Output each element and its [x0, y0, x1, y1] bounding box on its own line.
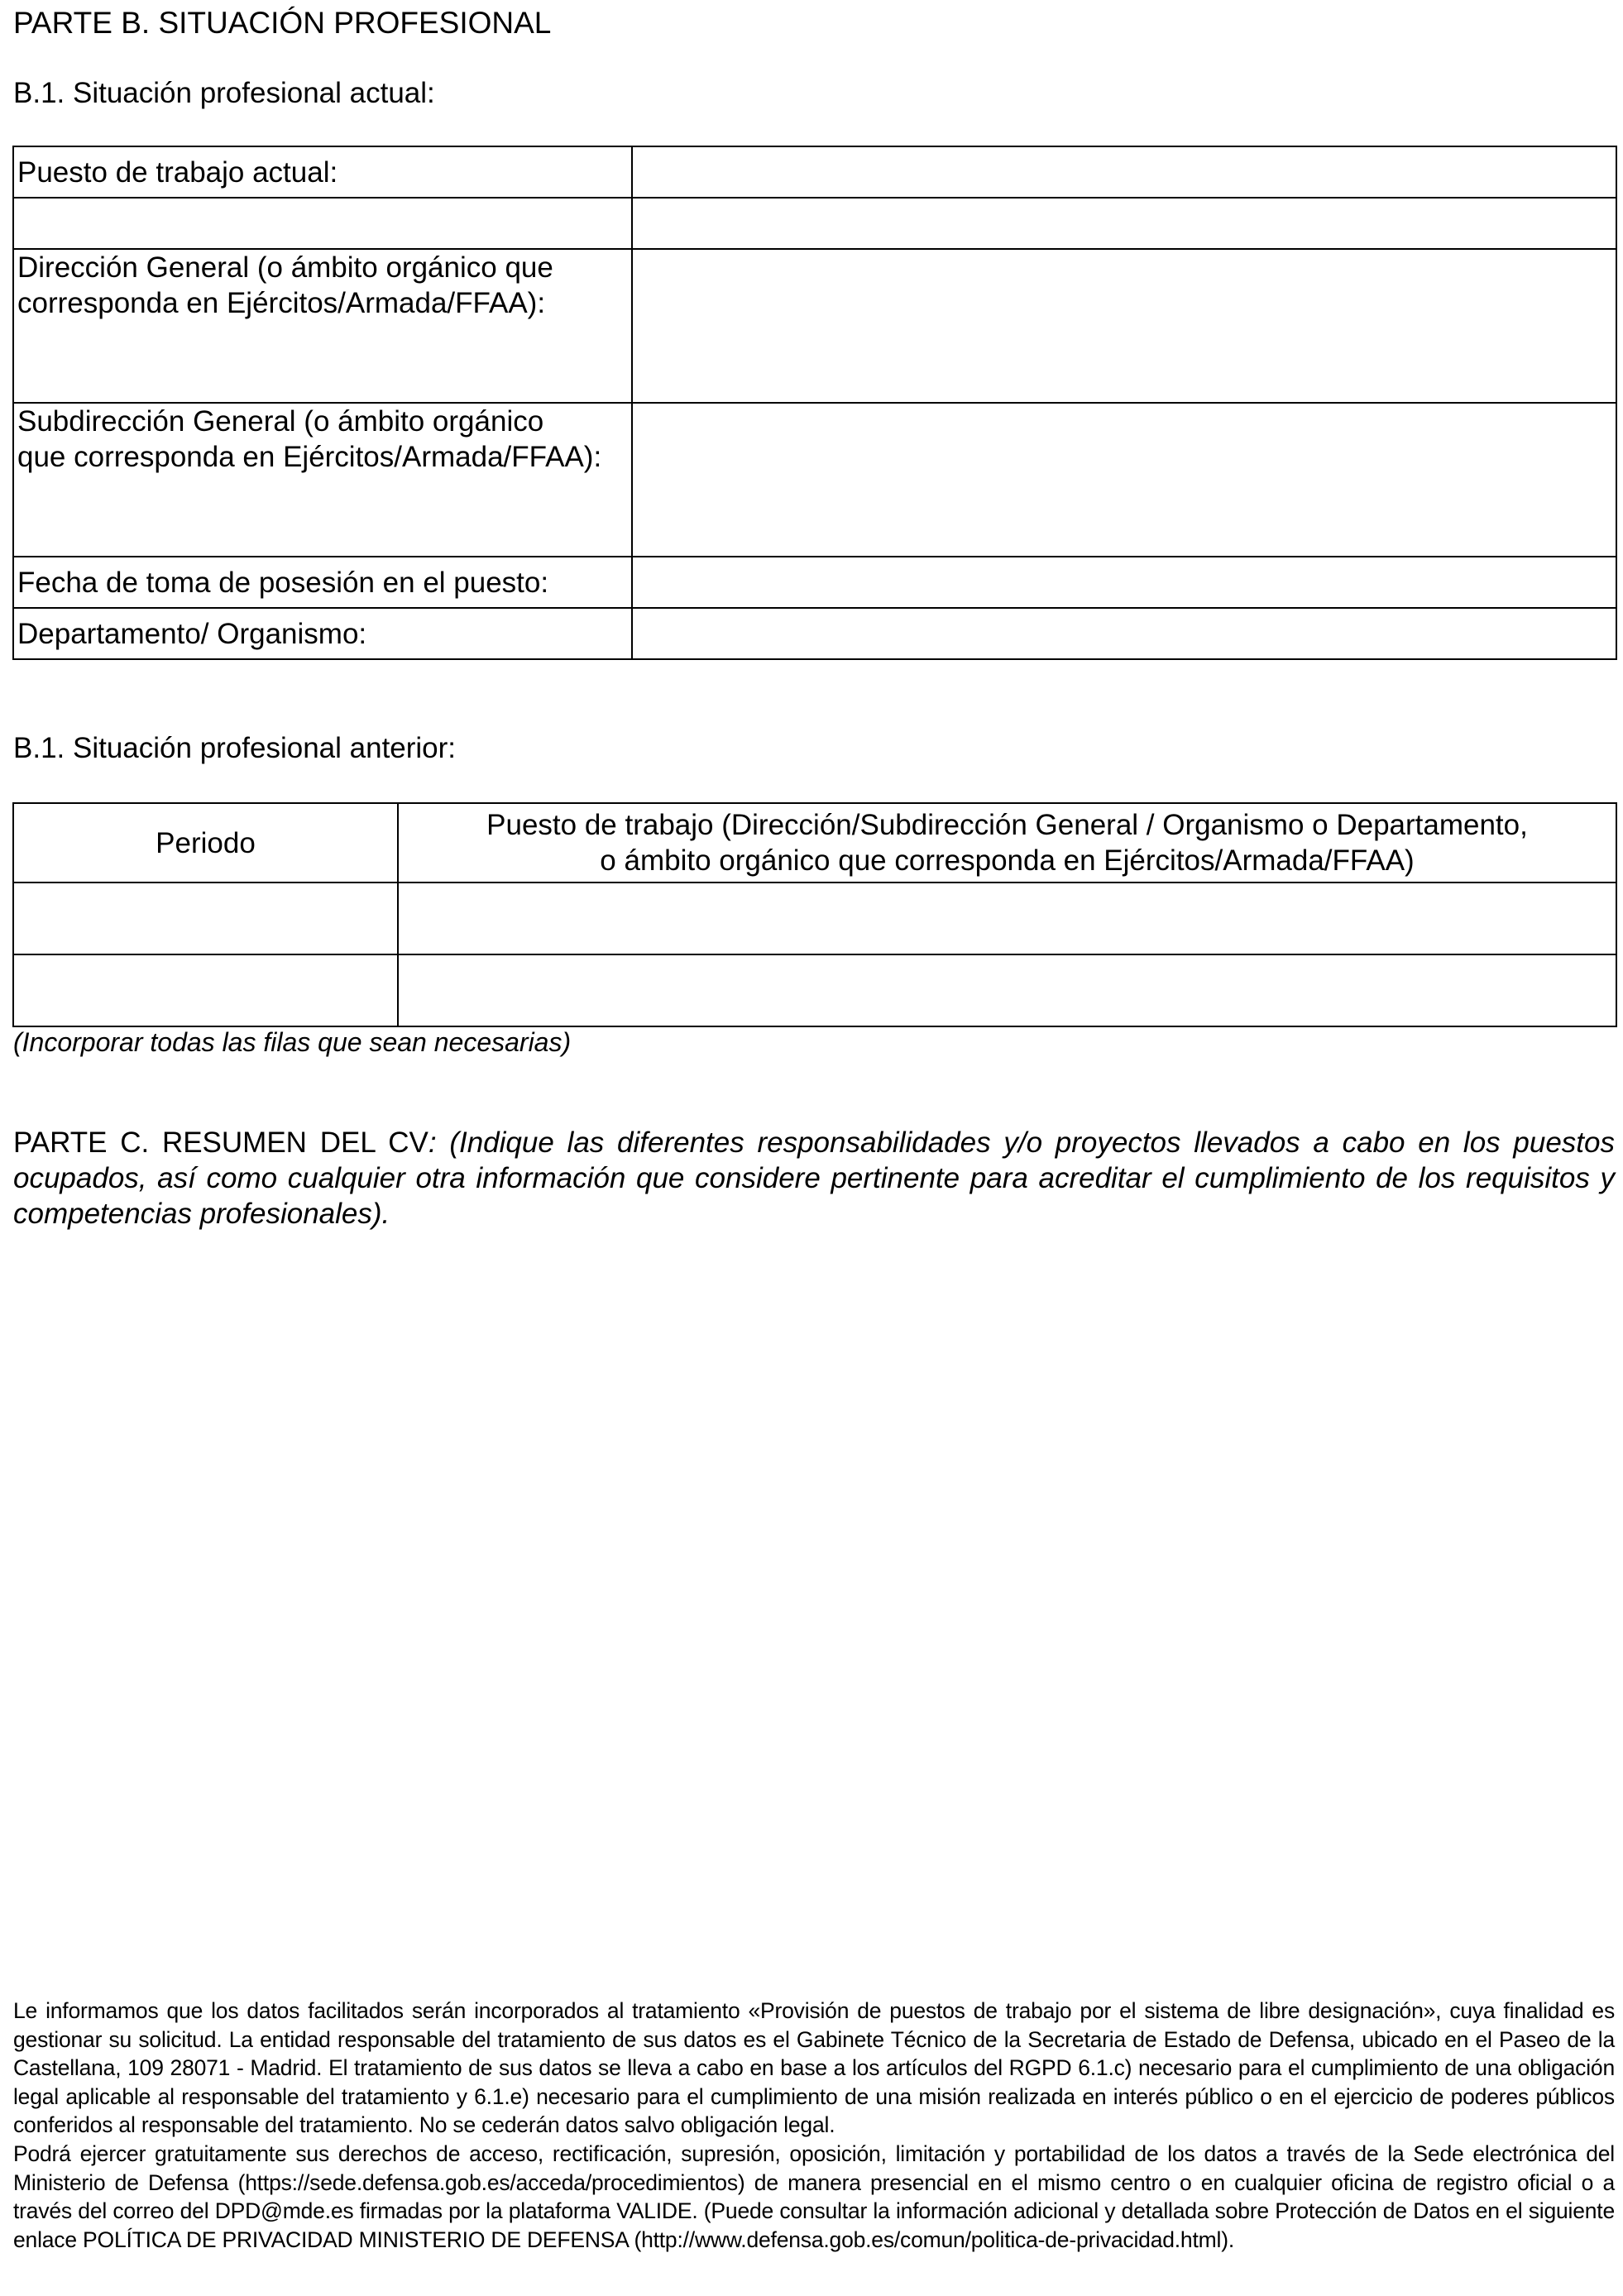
situacion-actual-table: [12, 146, 1617, 660]
situacion-anterior-table: [12, 802, 1617, 1027]
blank-label: [13, 198, 632, 249]
periodo-cell[interactable]: [13, 883, 398, 954]
parte-c-title: PARTE C. RESUMEN DEL CV: [13, 1126, 428, 1159]
periodo-cell[interactable]: [13, 954, 398, 1026]
table-row: [13, 883, 1616, 954]
privacy-notice: [13, 1997, 1615, 2254]
anterior-header-row: [13, 803, 1616, 883]
add-rows-note: (Incorporar todas las filas que sean necesarias): [13, 1027, 572, 1057]
row-departamento: [13, 608, 1616, 659]
row-subdireccion: [13, 403, 1616, 557]
parte-c-block: [13, 1125, 1615, 1232]
subdireccion-field[interactable]: [632, 403, 1616, 557]
table-row: [13, 954, 1616, 1026]
puesto-cell[interactable]: [398, 954, 1616, 1026]
puesto-label: Puesto de trabajo actual:: [13, 146, 632, 198]
puesto-header: Puesto de trabajo (Dirección/Subdirección General / Organismo o Departamento, o ámbito orgánico que corresponda en Ejércitos/Armada/FFAA): [398, 803, 1616, 883]
departamento-label: Departamento/ Organismo:: [13, 608, 632, 659]
row-direccion: [13, 249, 1616, 403]
parte-c-instructions: : (Indique las diferentes responsabilidades y/o proyectos llevados a cabo en los puestos ocupados, así como cualquier otra información que considere pertinente para acreditar el cumplimiento de los requisitos y competencias profesionales).: [13, 1126, 1615, 1230]
privacy-paragraph-2: Podrá ejercer gratuitamente sus derechos de acceso, rectificación, supresión, oposición, limitación y portabilidad de los datos a través de la Sede electrónica del Ministerio de Defensa (https://sede.defensa.gob.es/acceda/procedimientos) de manera presencial en el mismo centro o en cualquier oficina de registro oficial o a través del correo del DPD@mde.es firmadas por la plataforma VALIDE. (Puede consultar la información adicional y detallada sobre Protección de Datos en el siguiente enlace POLÍTICA DE PRIVACIDAD MINISTERIO DE DEFENSA (http://www.defensa.gob.es/comun/politica-de-privacidad.html).: [13, 2141, 1615, 2252]
puesto-cell[interactable]: [398, 883, 1616, 954]
fecha-field[interactable]: [632, 557, 1616, 608]
subdireccion-label: Subdirección General (o ámbito orgánico que corresponda en Ejércitos/Armada/FFAA):: [13, 403, 632, 557]
blank-field[interactable]: [632, 198, 1616, 249]
direccion-label: Dirección General (o ámbito orgánico que corresponda en Ejércitos/Armada/FFAA):: [13, 249, 632, 403]
fecha-label: Fecha de toma de posesión en el puesto:: [13, 557, 632, 608]
situacion-actual-heading: B.1. Situación profesional actual:: [13, 77, 435, 109]
privacy-paragraph-1: Le informamos que los datos facilitados serán incorporados al tratamiento «Provisión de puestos de trabajo por el sistema de libre designación», cuya finalidad es gestionar su solicitud. La entidad responsable del tratamiento de sus datos es el Gabinete Técnico de la Secretaria de Estado de Defensa, ubicado en el Paseo de la Castellana, 109 28071 - Madrid. El tratamiento de sus datos se lleva a cabo en base a los artículos del RGPD 6.1.c) necesario para el cumplimiento de una obligación legal aplicable al responsable del tratamiento y 6.1.e) necesario para el cumplimiento de una misión realizada en interés público o en el ejercicio de poderes públicos conferidos al responsable del tratamiento. No se cederán datos salvo obligación legal.: [13, 1998, 1615, 2138]
row-fecha: [13, 557, 1616, 608]
row-blank: [13, 198, 1616, 249]
departamento-field[interactable]: [632, 608, 1616, 659]
direccion-field[interactable]: [632, 249, 1616, 403]
parte-b-title: PARTE B. SITUACIÓN PROFESIONAL: [13, 6, 552, 40]
puesto-field[interactable]: [632, 146, 1616, 198]
row-puesto: [13, 146, 1616, 198]
periodo-header: Periodo: [13, 803, 398, 883]
situacion-anterior-heading: B.1. Situación profesional anterior:: [13, 732, 457, 764]
